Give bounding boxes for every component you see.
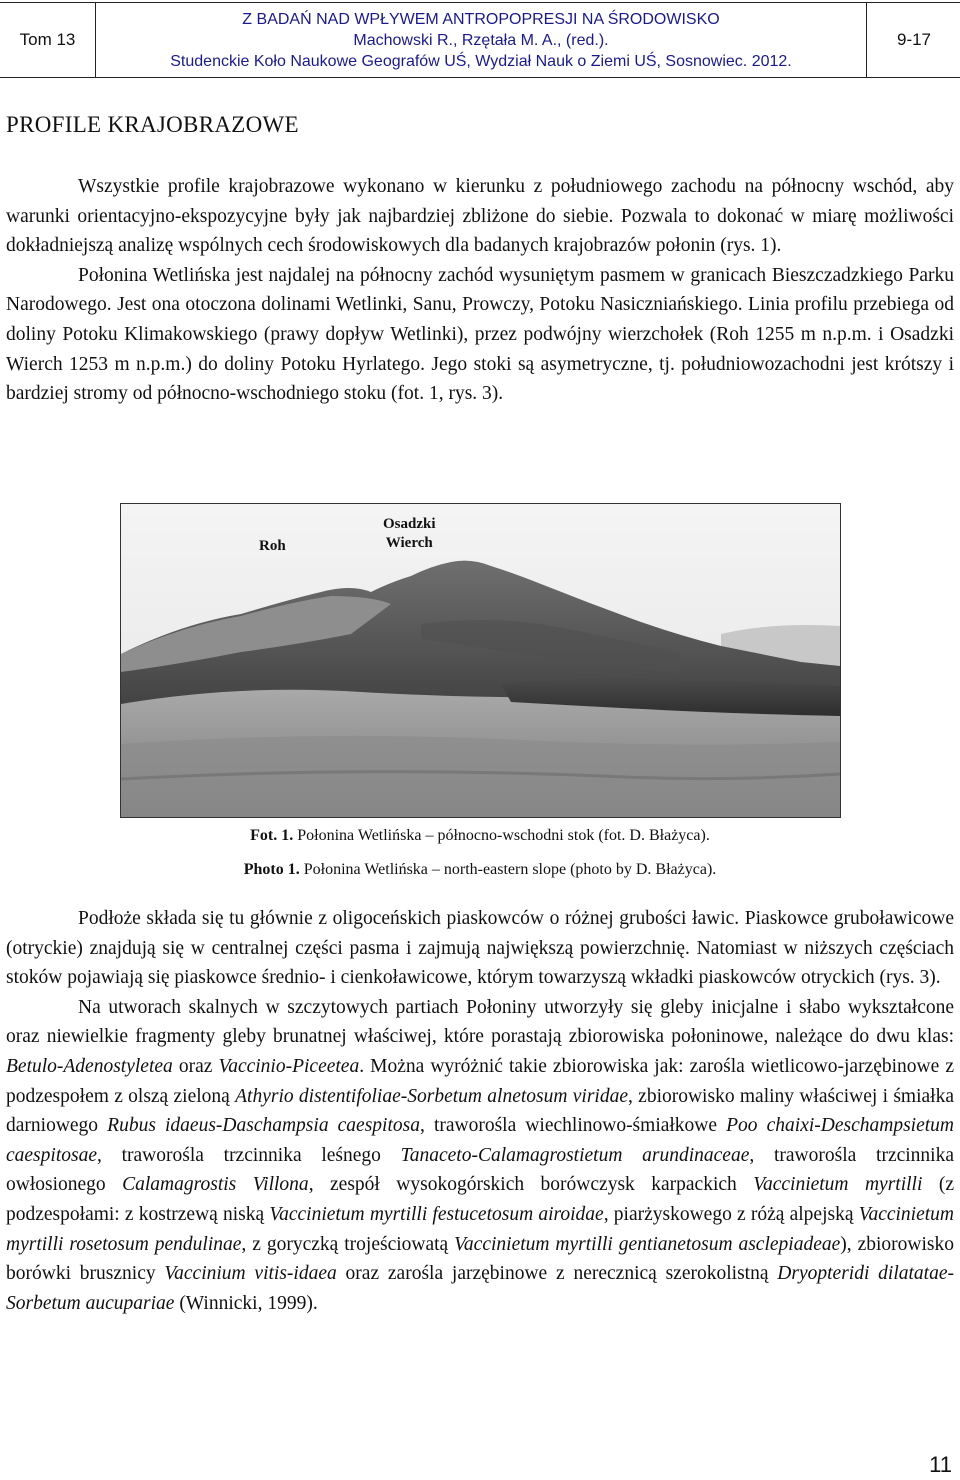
photo-caption-pl: Fot. 1. Połonina Wetlińska – północno-wschodni stok (fot. D. Błażyca). <box>250 827 710 844</box>
paragraph: Podłoże składa się tu głównie z oligoceńskich piaskowców o różnej grubości ławic. Piaskowce gruboławicowe (otryckie) znajdują się w centralnej części pasma i zajmują największą powierzchnię. Natomiast w niższych częściach stoków pojawiają się piaskowce średnio- i cienkoławicowe, którym towarzyszą wkładki piaskowców otryckich (rys. 3). <box>6 908 954 989</box>
paragraph: Wszystkie profile krajobrazowe wykonano w kierunku z południowego zachodu na północny wschód, aby warunki orientacyjno-ekspozycyjne były jak najbardziej zbliżone do siebie. Pozwala to dokonać w miarę możliwości dokładniejszą analizę wspólnych cech środowiskowych dla badanych krajobrazów połonin (rys. 1). <box>6 176 954 257</box>
body-text-after-photo <box>6 904 954 1318</box>
volume-number: Tom 13 <box>0 3 96 77</box>
section-title: PROFILE KRAJOBRAZOWE <box>6 112 299 137</box>
paragraph: Na utworach skalnych w szczytowych partiach Połoniny utworzyły się gleby inicjalne i słabo wykształcone oraz niewielkie fragmenty gleby brunatnej właściwej, które porastają zbiorowiska połoninowe, należące do dwu klas: Betulo-Adenostyletea oraz Vaccinio-Piceetea. Można wyróżnić takie zbiorowiska jak: zarośla wietlicowo-jarzębinowe z podzespołem z olszą zieloną Athyrio distentifoliae-Sorbetum alnetosum viridae, zbiorowisko maliny właściwej i śmiałka darniowego Rubus idaeus-Daschampsia caespitosa, traworośla wiechlinowo-śmiałkowe Poo chaixi-Deschampsietum caespitosae, traworośla trzcinnika leśnego Tanaceto-Calamagrostietum arundinaceae, traworośla trzcinnika owłosionego Calamagrostis Villona, zespół wysokogórskich borówczysk karpackich Vaccinietum myrtilli (z podzespołami: z kostrzewą niską Vaccinietum myrtilli festucetosum airoidae, piarżyskowego z różą alpejską Vaccinietum myrtilli rosetosum pendulinae, z goryczką trojeściowatą Vaccinietum myrtilli gentianetosum asclepiadeae), zbiorowisko borówki brusznicy Vaccinium vitis-idaea oraz zarośla jarzębinowe z nerecznicą szerokolistną Dryopteridi dilatatae-Sorbetum aucupariae (Winnicki, 1999). <box>6 996 955 1314</box>
page-number: 11 <box>929 1452 952 1477</box>
photo-caption-en: Photo 1. Połonina Wetlińska – north-eastern slope (photo by D. Błażyca). <box>243 861 717 878</box>
mountain-photo-illustration <box>121 504 840 817</box>
landscape-photo <box>120 503 841 818</box>
journal-title: Z BADAŃ NAD WPŁYWEM ANTROPOPRESJI NA ŚRODOWISKO <box>242 10 720 28</box>
editors: Machowski R., Rzętała M. A., (red.). <box>353 31 609 49</box>
page-range: 9-17 <box>866 3 960 77</box>
publisher: Studenckie Koło Naukowe Geografów UŚ, Wydział Nauk o Ziemi UŚ, Sosnowiec. 2012. <box>170 52 792 70</box>
journal-title-block <box>96 3 866 77</box>
body-text-before-photo <box>6 172 954 409</box>
label-roh: Roh <box>259 538 286 554</box>
paragraph: Połonina Wetlińska jest najdalej na północny zachód wysuniętym pasmem w granicach Bieszczadzkiego Parku Narodowego. Jest ona otoczona dolinami Wetlinki, Sanu, Prowczy, Potoku Nasiczniańskiego. Linia profilu przebiega od doliny Potoku Klimakowskiego (prawy dopływ Wetlinki), przez podwójny wierzchołek (Roh 1255 m n.p.m. i Osadzki Wierch 1253 m n.p.m.) do doliny Potoku Hyrlatego. Jego stoki są asymetryczne, tj. południowozachodni jest krótszy i bardziej stromy od północno-wschodniego stoku (fot. 1, rys. 3). <box>6 264 954 405</box>
label-osadzki-wierch: Osadzki Wierch <box>383 516 436 551</box>
grass-foreground <box>121 736 840 817</box>
running-header <box>0 2 960 78</box>
